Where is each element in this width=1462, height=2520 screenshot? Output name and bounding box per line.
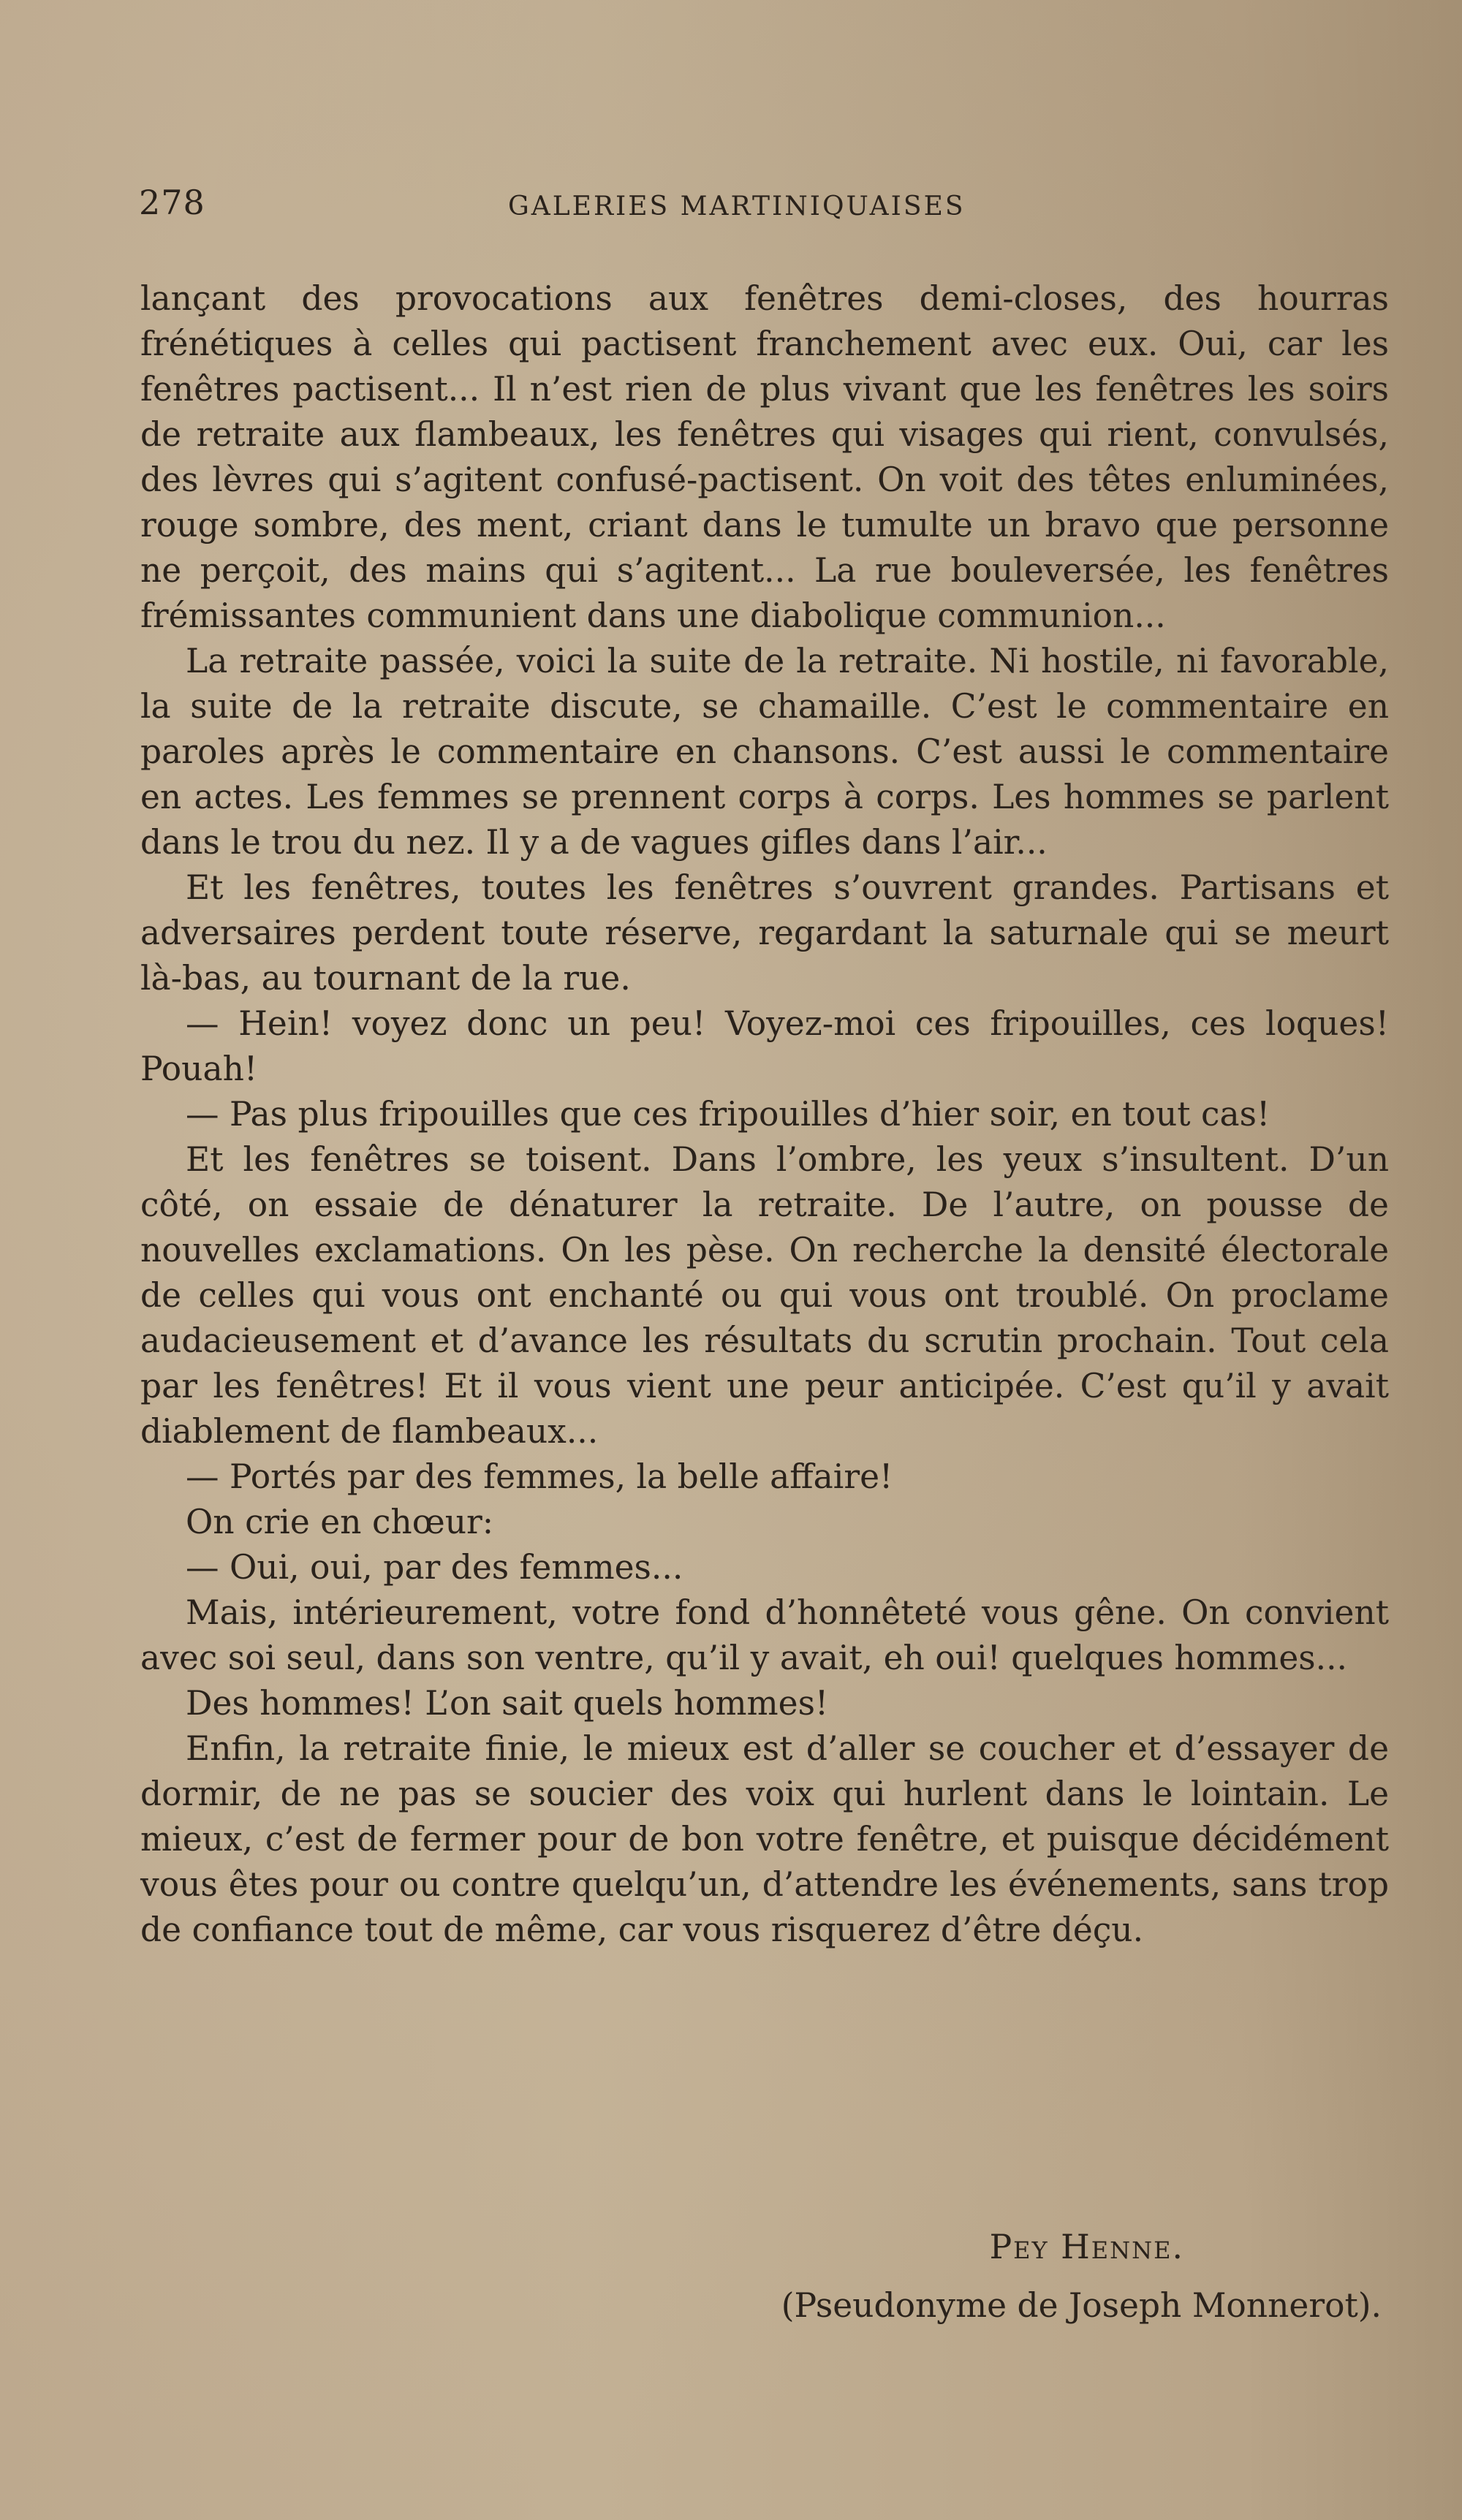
- signature-block: [724, 2218, 1382, 2335]
- dialogue-line: — Pas plus fripouilles que ces fripouilles d’hier soir, en tout cas!: [186, 1095, 1270, 1134]
- page-number: 278: [139, 183, 205, 222]
- paragraph: Mais, intérieurement, votre fond d’honnêteté vous gêne. On convient avec soi seul, dans son ventre, qu’il y avait, eh oui! quelques hommes...: [140, 1593, 1389, 1677]
- author-signature: Pey Henne.: [989, 2228, 1184, 2266]
- dialogue-line: — Hein! voyez donc un peu! Voyez-moi ces fripouilles, ces loques! Pouah!: [140, 1004, 1389, 1088]
- body-text: [140, 276, 1389, 1953]
- dialogue-line: — Portés par des femmes, la belle affaire!: [186, 1457, 893, 1496]
- paragraph: Et les fenêtres se toisent. Dans l’ombre, les yeux s’insultent. D’un côté, on essaie de dénaturer la retraite. De l’autre, on pousse de nouvelles exclamations. On les pèse. On recherche la densité électorale de celles qui vous ont enchanté ou qui vous ont troublé. On proclame audacieusement et d’avance les résultats du scrutin prochain. Tout cela par les fenêtres! Et il vous vient une peur anticipée. C’est qu’il y avait diablement de flambeaux...: [140, 1140, 1389, 1451]
- paragraph: La retraite passée, voici la suite de la retraite. Ni hostile, ni favorable, la suite de la retraite discute, se chamaille. C’est le commentaire en paroles après le commentaire en chansons. C’est aussi le commentaire en actes. Les femmes se prennent corps à corps. Les hommes se parlent dans le trou du nez. Il y a de vagues gifles dans l’air...: [140, 642, 1389, 862]
- running-head: [139, 183, 1382, 234]
- pseudonym-note: (Pseudonyme de Joseph Monnerot).: [781, 2286, 1382, 2325]
- dialogue-line: — Oui, oui, par des femmes...: [186, 1548, 683, 1587]
- paragraph: Des hommes! L’on sait quels hommes!: [186, 1684, 829, 1723]
- paragraph: On crie en chœur:: [186, 1503, 494, 1541]
- paragraph: Et les fenêtres, toutes les fenêtres s’ouvrent grandes. Partisans et adversaires perdent toute réserve, regardant la saturnale qui se meurt là-bas, au tournant de la rue.: [140, 868, 1389, 998]
- running-title: GALERIES MARTINIQUAISES: [508, 191, 966, 221]
- paragraph: Enfin, la retraite finie, le mieux est d’aller se coucher et d’essayer de dormir, de ne pas se soucier des voix qui hurlent dans le lointain. Le mieux, c’est de fermer pour de bon votre fenêtre, et puisque décidément vous êtes pour ou contre quelqu’un, d’attendre les événements, sans trop de confiance tout de même, car vous risquerez d’être déçu.: [140, 1729, 1389, 1949]
- paragraph: lançant des provocations aux fenêtres demi-closes, des hourras frénétiques à celles qui pactisent franchement avec eux. Oui, car les fenêtres pactisent... Il n’est rien de plus vivant que les fenêtres les soirs de retraite aux flambeaux, les fenêtres qui visages qui rient, convulsés, des lèvres qui s’agitent confusé-pactisent. On voit des têtes enluminées, rouge sombre, des ment, criant dans le tumulte un bravo que personne ne perçoit, des mains qui s’agitent... La rue bouleversée, les fenêtres frémissantes communient dans une diabolique communion...: [140, 279, 1389, 635]
